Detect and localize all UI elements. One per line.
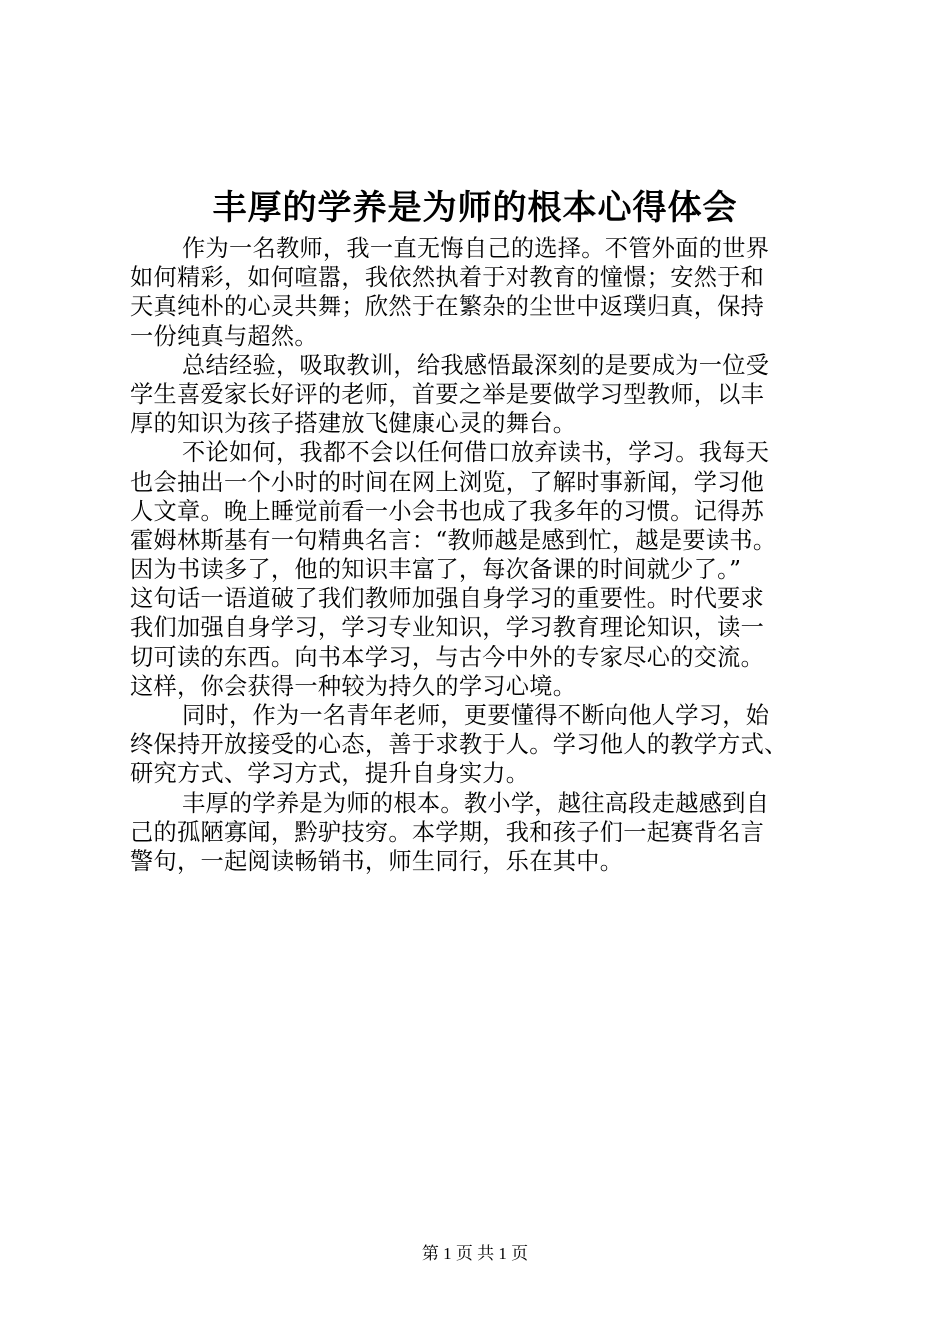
text-line: 己的孤陋寡闻，黔驴技穷。本学期，我和孩子们一起赛背名言 [130, 818, 765, 846]
text-line: 学生喜爱家长好评的老师，首要之举是要做学习型教师，以丰 [130, 380, 765, 408]
page-footer: 第 1 页 共 1 页 [421, 1244, 529, 1263]
text-line: 霍姆林斯基有一句精典名言：“教师越是感到忙，越是要读书。 [130, 526, 777, 554]
text-line: 切可读的东西。向书本学习，与古今中外的专家尽心的交流。 [130, 643, 765, 671]
text-line: 一份纯真与超然。 [130, 322, 318, 350]
document-title: 丰厚的学养是为师的根本心得体会 [212, 188, 738, 228]
text-line: 因为书读多了，他的知识丰富了，每次备课的时间就少了。” [130, 556, 742, 584]
text-line: 不论如何，我都不会以任何借口放弃读书，学习。我每天 [182, 439, 770, 467]
text-line: 也会抽出一个小时的时间在网上浏览，了解时事新闻，学习他 [130, 468, 765, 496]
text-line: 研究方式、学习方式，提升自身实力。 [130, 760, 530, 788]
text-line: 终保持开放接受的心态，善于求教于人。学习他人的教学方式、 [130, 731, 788, 759]
text-line: 警句，一起阅读畅销书，师生同行，乐在其中。 [130, 847, 624, 875]
text-line: 同时，作为一名青年老师，更要懂得不断向他人学习，始 [182, 702, 770, 729]
text-line: 天真纯朴的心灵共舞；欣然于在繁杂的尘世中返璞归真，保持 [130, 293, 765, 321]
document-body [130, 234, 830, 876]
text-line: 总结经验，吸取教训，给我感悟最深刻的是要成为一位受 [182, 351, 770, 379]
text-line: 这样，你会获得一种较为持久的学习心境。 [130, 672, 577, 700]
text-line: 厚的知识为孩子搭建放飞健康心灵的舞台。 [130, 410, 577, 438]
text-line: 我们加强自身学习，学习专业知识，学习教育理论知识，读一 [130, 614, 765, 642]
text-line: 丰厚的学养是为师的根本。教小学，越往高段走越感到自 [182, 789, 770, 817]
text-line: 如何精彩，如何喧嚣，我依然执着于对教育的憧憬；安然于和 [130, 264, 765, 292]
text-line: 这句话一语道破了我们教师加强自身学习的重要性。时代要求 [130, 585, 765, 613]
text-line: 作为一名教师，我一直无悔自己的选择。不管外面的世界 [182, 235, 770, 262]
text-line: 人文章。晚上睡觉前看一小会书也成了我多年的习惯。记得苏 [130, 497, 765, 525]
